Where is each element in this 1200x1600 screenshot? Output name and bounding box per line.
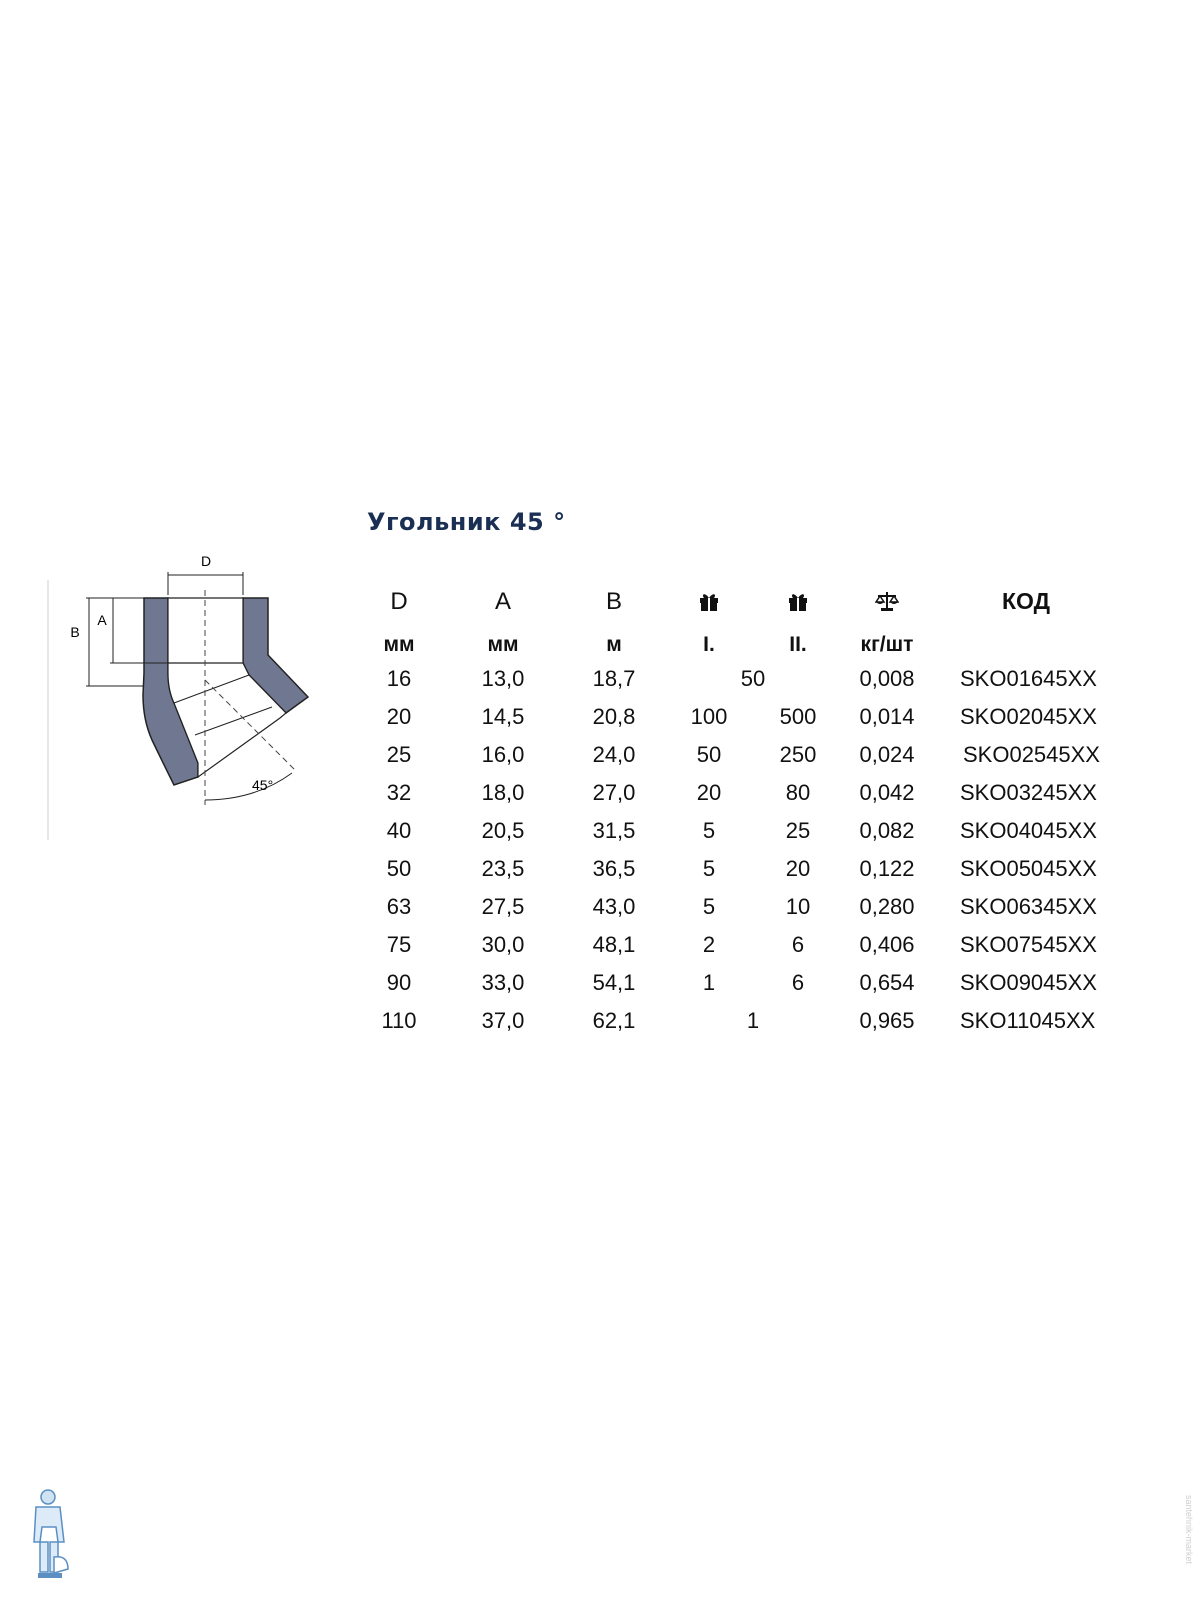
- cell-weight: 0,014: [859, 704, 915, 729]
- diagram-angle-label: 45°: [252, 777, 274, 793]
- plumber-logo-icon: [28, 1487, 72, 1587]
- cell-pack2: 250: [779, 742, 817, 767]
- cell-pack: 50: [740, 666, 766, 691]
- cell-b: 54,1: [592, 970, 636, 995]
- cell-b: 31,5: [592, 818, 636, 843]
- cell-code: SKO07545XX: [960, 932, 1097, 957]
- cell-code: SKO03245XX: [960, 780, 1097, 805]
- cell-pack2: 500: [779, 704, 817, 729]
- cell-code: SKO06345XX: [960, 894, 1097, 919]
- cell-a: 33,0: [481, 970, 525, 995]
- cell-pack2: 25: [785, 818, 811, 843]
- cell-b: 18,7: [592, 666, 636, 691]
- unit-a: мм: [487, 633, 519, 656]
- cell-a: 13,0: [481, 666, 525, 691]
- cell-b: 48,1: [592, 932, 636, 957]
- cell-b: 20,8: [592, 704, 636, 729]
- cell-pack1: 5: [702, 856, 716, 881]
- cell-weight: 0,280: [859, 894, 915, 919]
- cell-pack1: 2: [702, 932, 716, 957]
- cell-d: 20: [386, 704, 412, 729]
- cell-b: 36,5: [592, 856, 636, 881]
- unit-weight: кг/шт: [860, 633, 914, 656]
- cell-pack2: 80: [785, 780, 811, 805]
- diagram-label-b: B: [70, 624, 80, 640]
- unit-pack1: I.: [703, 633, 715, 656]
- cell-a: 23,5: [481, 856, 525, 881]
- header-code: КОД: [1001, 588, 1051, 614]
- cell-pack2: 6: [791, 932, 805, 957]
- cell-code: SKO05045XX: [960, 856, 1097, 881]
- header-d: D: [390, 588, 408, 615]
- cell-weight: 0,042: [859, 780, 915, 805]
- diagram-label-a: A: [97, 612, 107, 628]
- cell-pack: 1: [746, 1008, 760, 1033]
- cell-pack1: 50: [696, 742, 722, 767]
- cell-code: SKO11045XX: [960, 1008, 1096, 1033]
- cell-d: 32: [386, 780, 412, 805]
- unit-b: м: [606, 633, 622, 656]
- cell-d: 75: [386, 932, 412, 957]
- cell-weight: 0,406: [859, 932, 915, 957]
- cell-a: 37,0: [481, 1008, 525, 1033]
- cell-weight: 0,122: [859, 856, 915, 881]
- cell-a: 27,5: [481, 894, 525, 919]
- gift-box-icon: [787, 590, 809, 617]
- header-b: B: [605, 588, 623, 615]
- cell-a: 18,0: [481, 780, 525, 805]
- diagram-label-d: D: [200, 555, 212, 569]
- cell-d: 25: [386, 742, 412, 767]
- unit-d: мм: [383, 633, 415, 656]
- unit-pack2: II.: [789, 633, 807, 656]
- scales-icon: [875, 590, 899, 617]
- cell-d: 110: [381, 1008, 417, 1033]
- cell-code: SKO02545XX: [963, 742, 1100, 767]
- cell-pack1: 20: [696, 780, 722, 805]
- cell-weight: 0,965: [859, 1008, 915, 1033]
- header-a: A: [494, 588, 512, 615]
- cell-b: 43,0: [592, 894, 636, 919]
- cell-d: 40: [386, 818, 412, 843]
- cell-pack2: 6: [791, 970, 805, 995]
- cell-b: 62,1: [592, 1008, 636, 1033]
- cell-weight: 0,024: [859, 742, 915, 767]
- cell-weight: 0,082: [859, 818, 915, 843]
- page-title: Угольник 45 °: [367, 508, 566, 536]
- cell-code: SKO02045XX: [960, 704, 1097, 729]
- cell-a: 14,5: [481, 704, 525, 729]
- cell-a: 16,0: [481, 742, 525, 767]
- cell-code: SKO04045XX: [960, 818, 1097, 843]
- cell-a: 30,0: [481, 932, 525, 957]
- cell-weight: 0,654: [859, 970, 915, 995]
- cell-pack1: 1: [702, 970, 716, 995]
- cell-d: 90: [386, 970, 412, 995]
- elbow-diagram: [40, 555, 340, 860]
- cell-pack1: 100: [690, 704, 728, 729]
- cell-pack1: 5: [702, 894, 716, 919]
- cell-code: SKO01645XX: [960, 666, 1097, 691]
- cell-code: SKO09045XX: [960, 970, 1097, 995]
- cell-pack1: 5: [702, 818, 716, 843]
- cell-d: 50: [386, 856, 412, 881]
- cell-d: 63: [386, 894, 412, 919]
- cell-pack2: 10: [785, 894, 811, 919]
- cell-a: 20,5: [481, 818, 525, 843]
- cell-weight: 0,008: [859, 666, 915, 691]
- cell-b: 27,0: [592, 780, 636, 805]
- cell-pack2: 20: [785, 856, 811, 881]
- cell-b: 24,0: [592, 742, 636, 767]
- gift-box-icon: [698, 590, 720, 617]
- watermark: santehnik-market: [1184, 1495, 1194, 1565]
- cell-d: 16: [386, 666, 412, 691]
